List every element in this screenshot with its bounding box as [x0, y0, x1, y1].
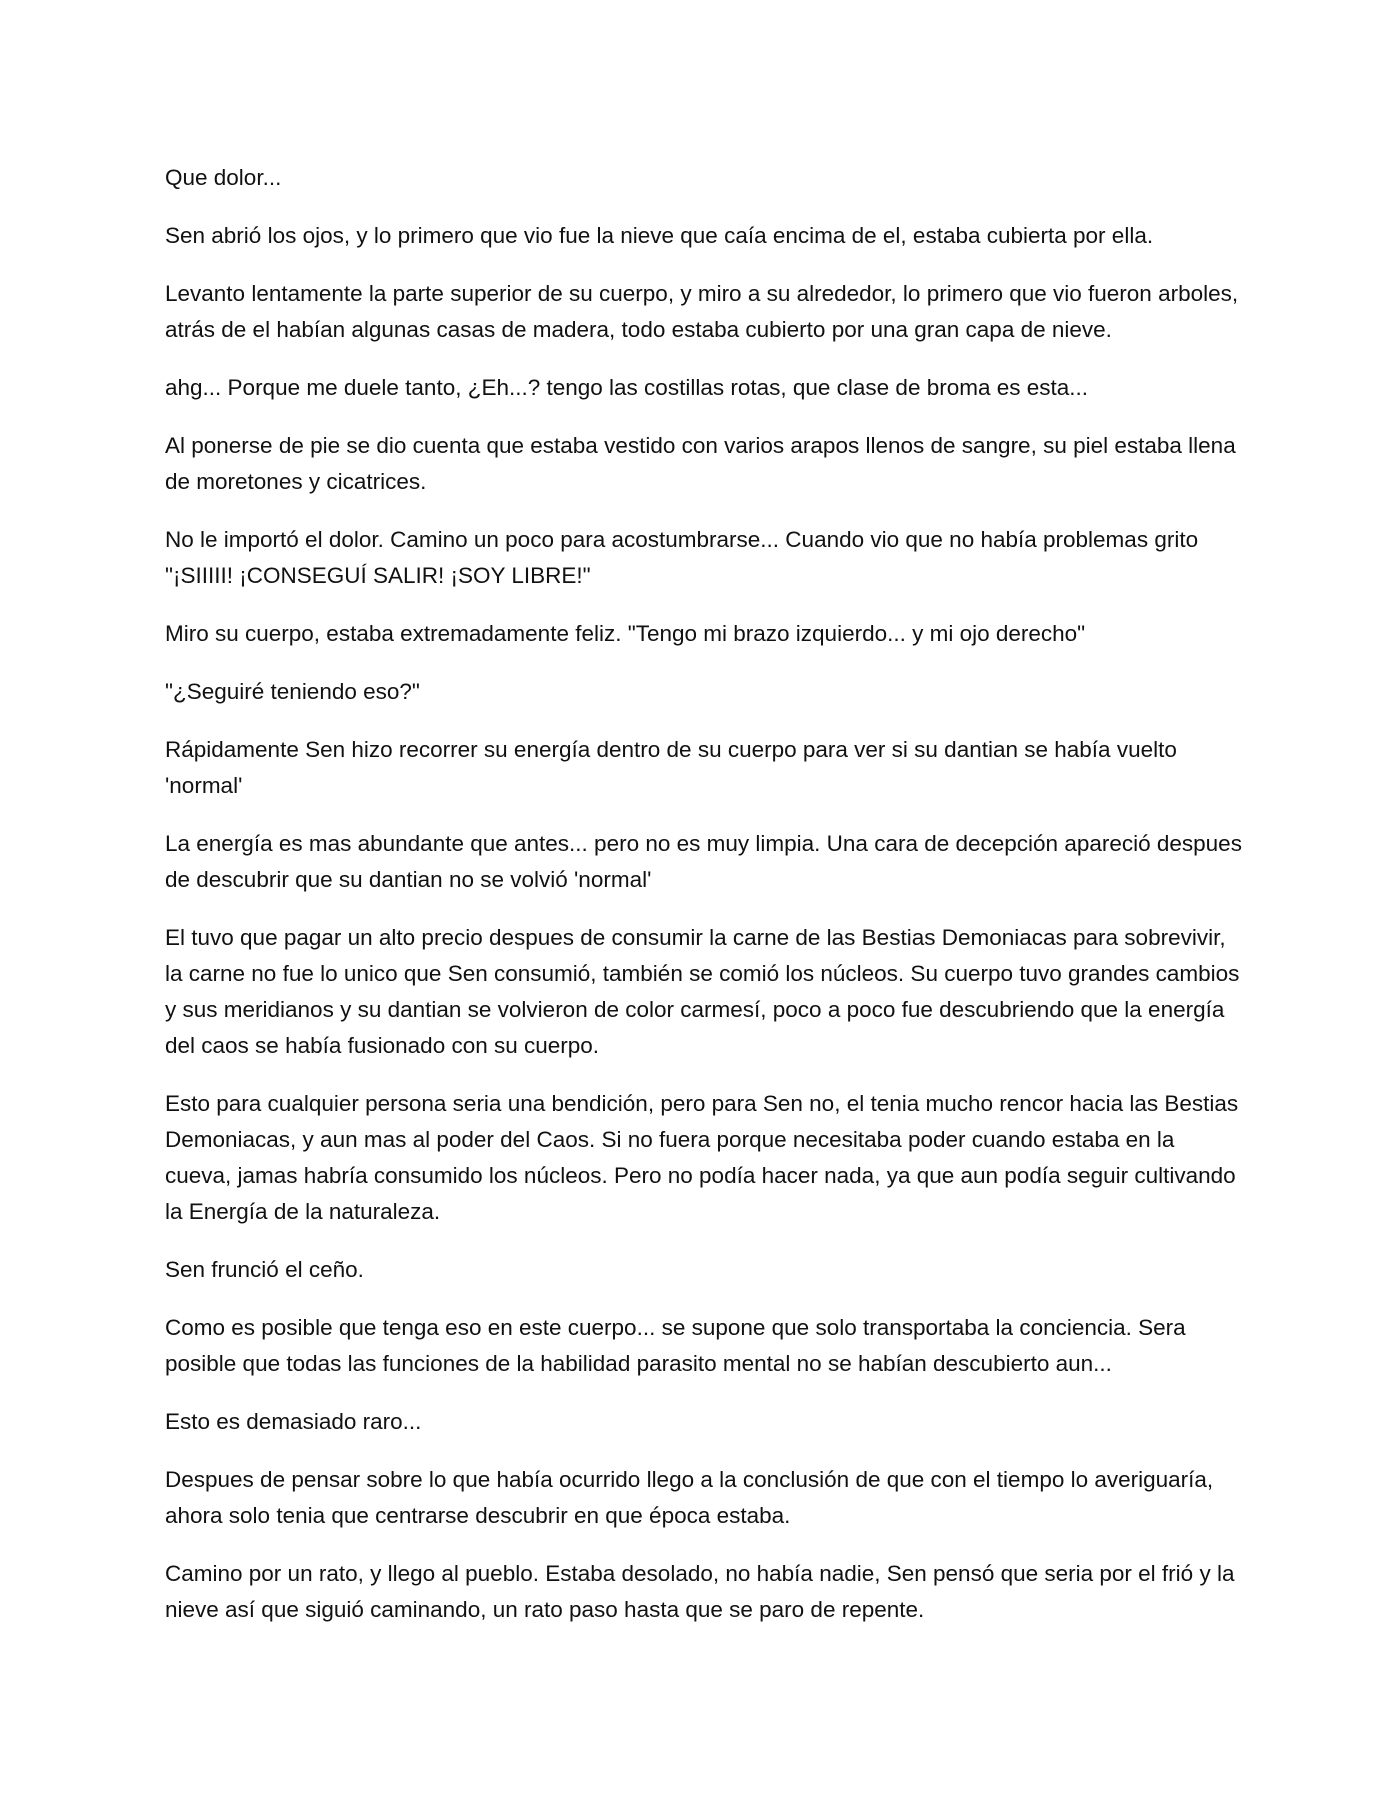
paragraph: Despues de pensar sobre lo que había ocurrido llego a la conclusión de que con el tiempo lo averiguaría, ahora solo tenia que centrarse descubrir en que época estaba. [165, 1467, 1214, 1528]
paragraph: No le importó el dolor. Camino un poco para acostumbrarse... Cuando vio que no había problemas grito "¡SIIIII! ¡CONSEGUÍ SALIR! ¡SOY LIBRE!" [165, 527, 1199, 588]
paragraph: Esto para cualquier persona seria una bendición, pero para Sen no, el tenia mucho rencor hacia las Bestias Demoniacas, y aun mas al poder del Caos. Si no fuera porque necesitaba poder cuando estaba en la cueva, jamas habría consumido los núcleos. Pero no podía hacer nada, ya que aun podía seguir cultivando la Energía de la naturaleza. [165, 1091, 1239, 1224]
paragraph: Rápidamente Sen hizo recorrer su energía dentro de su cuerpo para ver si su dantian se había vuelto 'normal' [165, 737, 1177, 798]
paragraph: Esto es demasiado raro... [165, 1409, 422, 1434]
paragraph: ahg... Porque me duele tanto, ¿Eh...? tengo las costillas rotas, que clase de broma es esta... [165, 375, 1089, 400]
paragraph: Como es posible que tenga eso en este cuerpo... se supone que solo transportaba la conciencia. Sera posible que todas las funciones de la habilidad parasito mental no se habían descubierto aun... [165, 1315, 1186, 1376]
paragraph: Sen frunció el ceño. [165, 1257, 364, 1282]
paragraph: Sen abrió los ojos, y lo primero que vio fue la nieve que caía encima de el, estaba cubierta por ella. [165, 223, 1154, 248]
paragraph: Al ponerse de pie se dio cuenta que estaba vestido con varios arapos llenos de sangre, su piel estaba llena de moretones y cicatrices. [165, 433, 1236, 494]
paragraph: Levanto lentamente la parte superior de su cuerpo, y miro a su alrededor, lo primero que vio fueron arboles, atrás de el habían algunas casas de madera, todo estaba cubierto por una gran capa de nieve. [165, 281, 1239, 342]
paragraph: Miro su cuerpo, estaba extremadamente feliz. "Tengo mi brazo izquierdo... y mi ojo derecho" [165, 621, 1086, 646]
paragraph: El tuvo que pagar un alto precio despues de consumir la carne de las Bestias Demoniacas para sobrevivir, la carne no fue lo unico que Sen consumió, también se comió los núcleos. Su cuerpo tuvo grandes cambios y sus meridianos y su dantian se volvieron de color carmesí, poco a poco fue descubriendo que la energía del caos se había fusionado con su cuerpo. [165, 925, 1240, 1058]
paragraph: La energía es mas abundante que antes... pero no es muy limpia. Una cara de decepción apareció despues de descubrir que su dantian no se volvió 'normal' [165, 831, 1242, 892]
document-page [165, 160, 1245, 1650]
paragraph: Camino por un rato, y llego al pueblo. Estaba desolado, no había nadie, Sen pensó que seria por el frió y la nieve así que siguió caminando, un rato paso hasta que se paro de repente. [165, 1561, 1235, 1622]
paragraph: Que dolor... [165, 165, 282, 190]
paragraph: "¿Seguiré teniendo eso?" [165, 679, 420, 704]
